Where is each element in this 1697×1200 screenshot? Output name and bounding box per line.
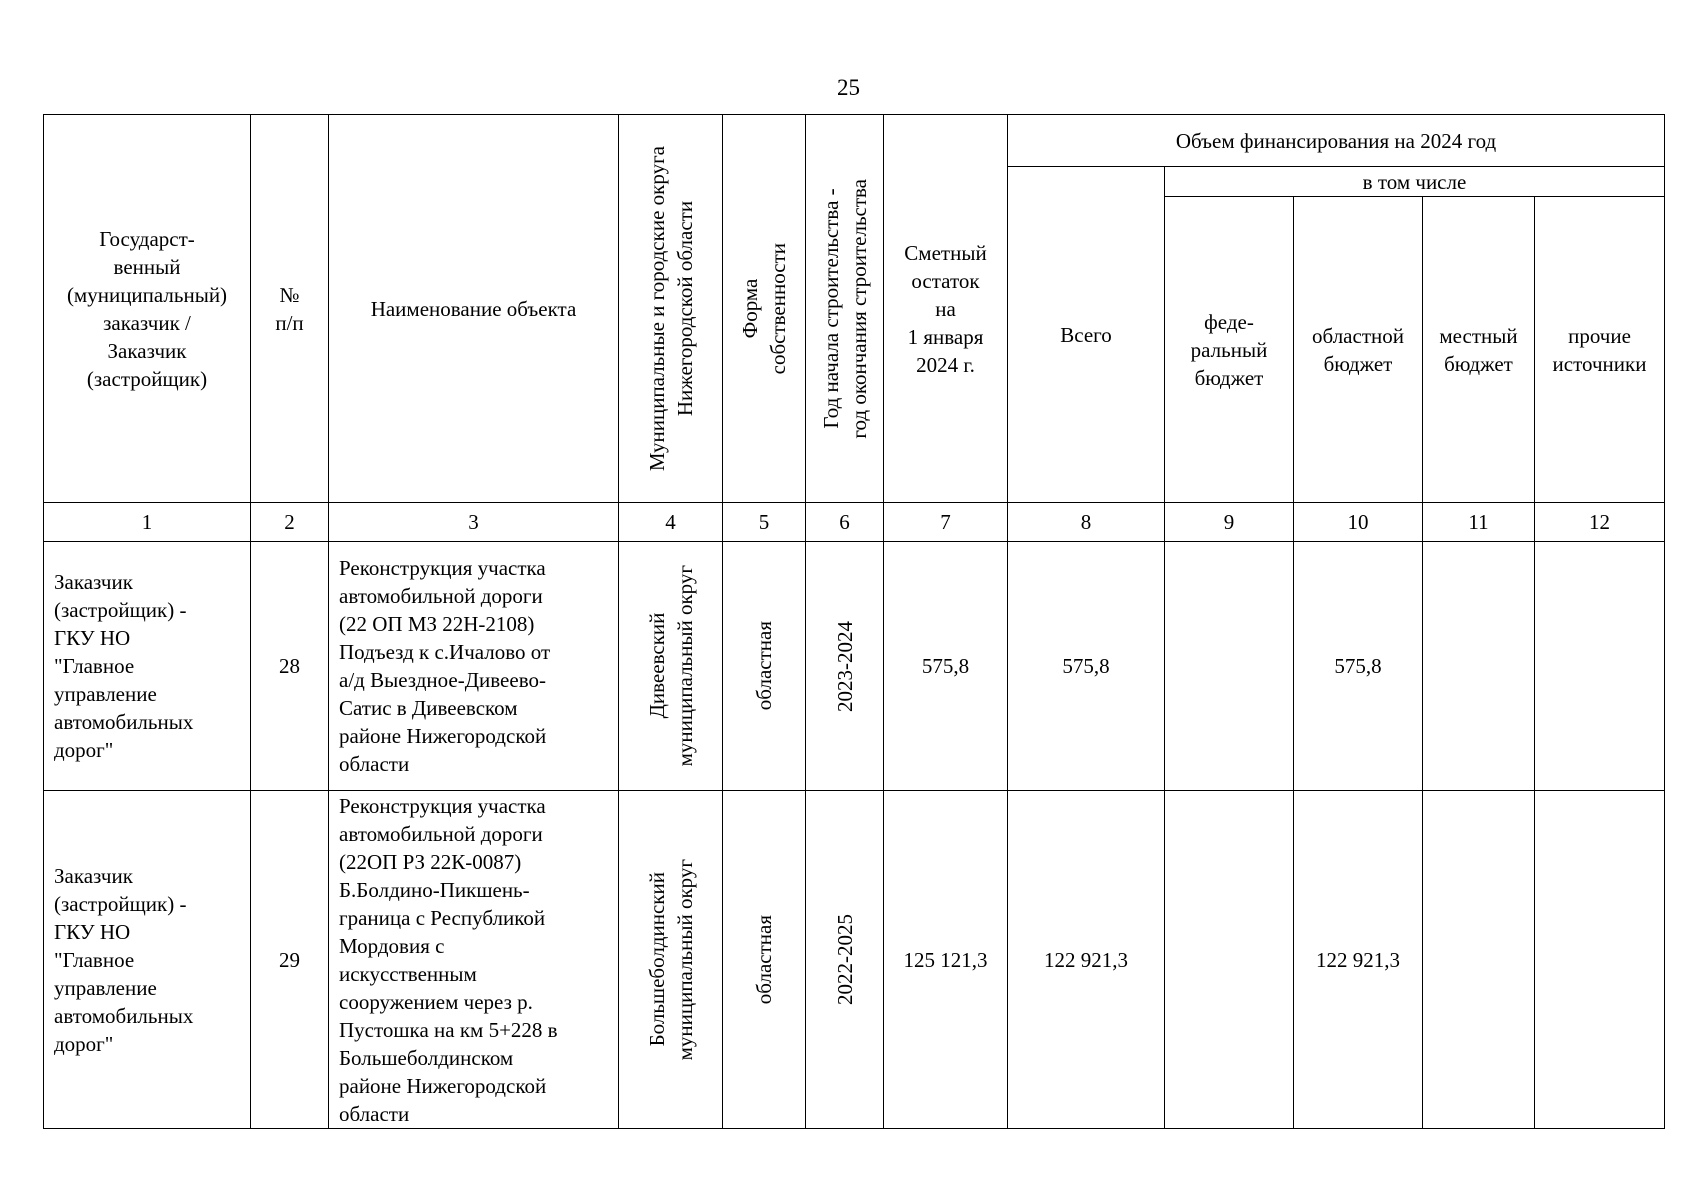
- column-number: 10: [1294, 503, 1423, 542]
- district-text: Большеболдинский муниципальный округ: [644, 858, 697, 1061]
- cell-local: [1423, 542, 1535, 791]
- header-number-label: № п/п: [275, 282, 304, 335]
- header-funding-group-label: Объем финансирования на 2024 год: [1175, 128, 1497, 153]
- column-number: 12: [1535, 503, 1665, 542]
- cell-customer: [44, 791, 251, 1129]
- column-number: 9: [1165, 503, 1294, 542]
- cell-total: 575,8: [1008, 542, 1165, 791]
- header-number: [251, 115, 329, 503]
- cell-estimate: 125 121,3: [884, 791, 1008, 1129]
- financing-table: [43, 114, 1665, 1129]
- table-row: [44, 791, 1665, 1129]
- header-regional: [1294, 197, 1423, 503]
- column-number: 3: [329, 503, 619, 542]
- column-number: 4: [619, 503, 723, 542]
- cell-ownership: [723, 542, 806, 791]
- cell-federal: [1165, 791, 1294, 1129]
- column-number: 2: [251, 503, 329, 542]
- column-number: 5: [723, 503, 806, 542]
- cell-ownership: [723, 791, 806, 1129]
- customer-text: Заказчик (застройщик) - ГКУ НО "Главное управление автомобильных дорог": [54, 863, 194, 1056]
- header-districts-label: Муниципальные и городские округа Нижегородской области: [644, 145, 697, 472]
- header-local-label: местный бюджет: [1439, 323, 1518, 376]
- header-ownership: [723, 115, 806, 503]
- header-total-label: Всего: [1060, 322, 1112, 347]
- years-text: 2023-2024: [832, 620, 857, 712]
- header-customer: [44, 115, 251, 503]
- district-text: Дивеевский муниципальный округ: [644, 565, 697, 767]
- page-number: 25: [837, 75, 860, 100]
- column-number: 11: [1423, 503, 1535, 542]
- header-object-name: [329, 115, 619, 503]
- header-other: [1535, 197, 1665, 503]
- header-regional-label: областной бюджет: [1312, 323, 1404, 376]
- object-name-text: Реконструкция участка автомобильной дороги (22 ОП МЗ 22Н-2108) Подъезд к с.Ичалово от а/д Выездное-Дивеево- Сатис в Дивеевском районе Нижегородской области: [339, 556, 551, 776]
- header-estimate: [884, 115, 1008, 503]
- customer-text: Заказчик (застройщик) - ГКУ НО "Главное управление автомобильных дорог": [54, 570, 194, 762]
- header-estimate-label: Сметный остаток на 1 января 2024 г.: [904, 240, 987, 377]
- ownership-text: областная: [752, 914, 776, 1005]
- header-federal: [1165, 197, 1294, 503]
- column-number: 1: [44, 503, 251, 542]
- cell-object-name: [329, 542, 619, 791]
- cell-number: 28: [251, 542, 329, 791]
- cell-district: [619, 791, 723, 1129]
- header-row-1: [44, 115, 1665, 167]
- header-federal-label: феде- ральный бюджет: [1190, 309, 1268, 390]
- cell-years: [806, 791, 884, 1129]
- header-total: [1008, 167, 1165, 503]
- cell-other: [1535, 791, 1665, 1129]
- cell-customer: [44, 542, 251, 791]
- header-object-name-label: Наименование объекта: [370, 296, 577, 321]
- header-other-label: прочие источники: [1552, 323, 1647, 376]
- header-local: [1423, 197, 1535, 503]
- header-funding-group: [1008, 115, 1665, 167]
- cell-federal: [1165, 542, 1294, 791]
- header-ownership-label: Форма собственности: [738, 242, 790, 375]
- column-numbers-row: [44, 503, 1665, 542]
- cell-object-name: [329, 791, 619, 1129]
- cell-estimate: 575,8: [884, 542, 1008, 791]
- cell-number: 29: [251, 791, 329, 1129]
- object-name-text: Реконструкция участка автомобильной дороги (22ОП РЗ 22К-0087) Б.Болдино-Пикшень- граница с Республикой Мордовия с искусственным сооружением через р. Пустошка на км 5+228 в Большеболдинском районе Нижегородской области: [339, 793, 558, 1126]
- column-number: 6: [806, 503, 884, 542]
- cell-regional: 122 921,3: [1294, 791, 1423, 1129]
- header-years: [806, 115, 884, 503]
- cell-other: [1535, 542, 1665, 791]
- cell-regional: 575,8: [1294, 542, 1423, 791]
- header-including: [1165, 167, 1665, 197]
- column-number: 8: [1008, 503, 1165, 542]
- cell-local: [1423, 791, 1535, 1129]
- cell-total: 122 921,3: [1008, 791, 1165, 1129]
- cell-district: [619, 542, 723, 791]
- column-number: 7: [884, 503, 1008, 542]
- table-row: [44, 542, 1665, 791]
- header-customer-label: Государст- венный (муниципальный) заказчик / Заказчик (застройщик): [66, 226, 228, 391]
- header-years-label: Год начала строительства - год окончания строительства: [818, 178, 871, 439]
- header-districts: [619, 115, 723, 503]
- ownership-text: областная: [752, 621, 776, 711]
- years-text: 2022-2025: [832, 914, 857, 1005]
- header-including-label: в том числе: [1362, 169, 1467, 194]
- cell-years: [806, 542, 884, 791]
